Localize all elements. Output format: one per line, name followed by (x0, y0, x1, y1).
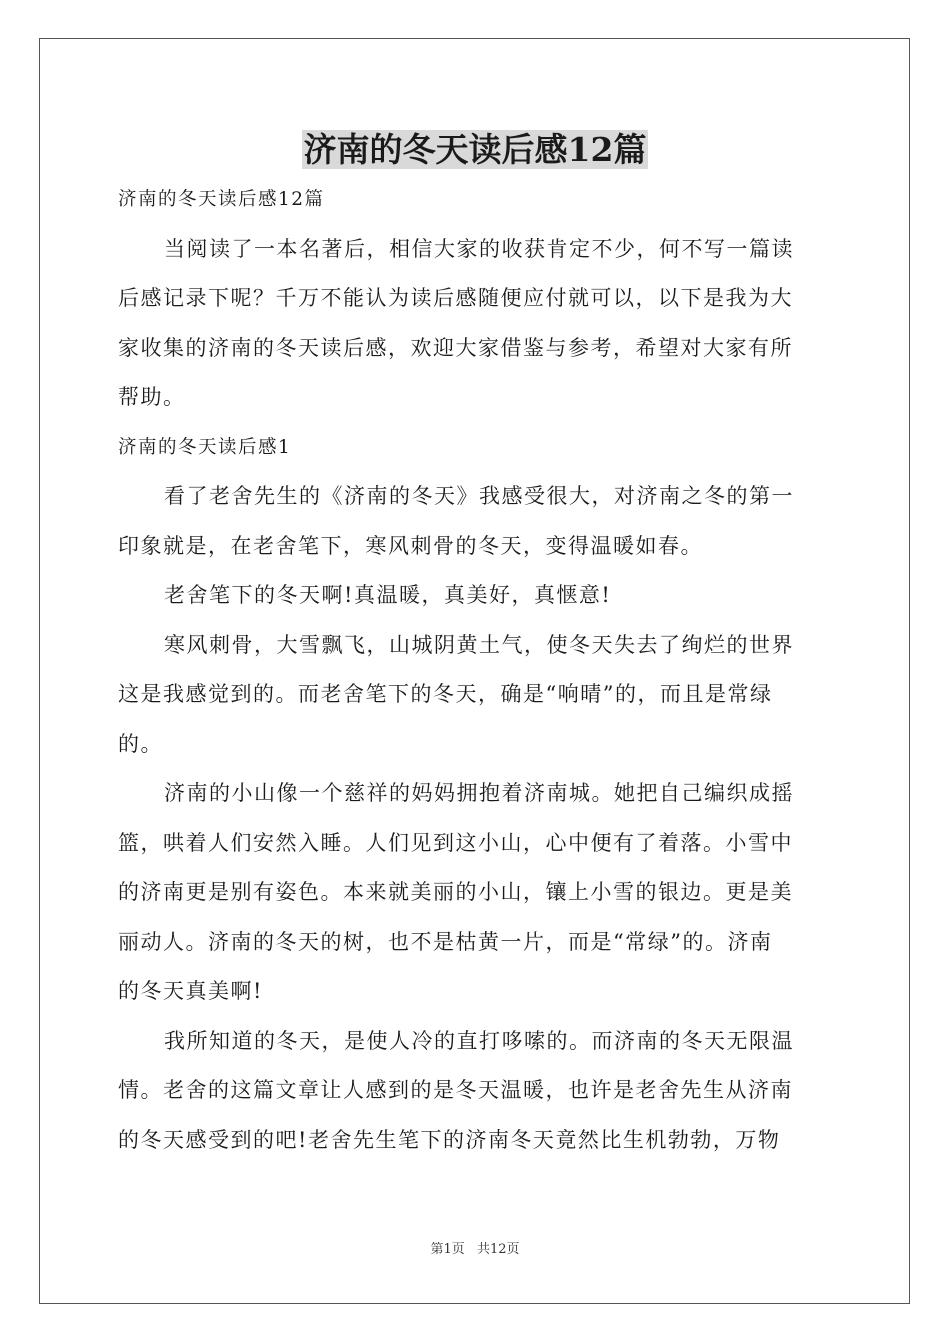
paragraph-line: 当阅读了一本名著后，相信大家的收获肯定不少，何不写一篇读 (164, 236, 794, 261)
paragraph-line: 这是我感觉到的。而老舍笔下的冬天，确是“响晴”的，而且是常绿 (118, 682, 773, 706)
paragraph-line: 寒风刺骨，大雪飘飞，山城阴黄土气，使冬天失去了绚烂的世界 (164, 632, 794, 657)
section-heading: 济南的冬天读后感1 (118, 436, 292, 458)
paragraph-line: 的冬天感受到的吧!老舍先生笔下的济南冬天竟然比生机勃勃，万物 (118, 1127, 781, 1152)
document-body (118, 175, 834, 1165)
paragraph-line: 的。 (118, 731, 163, 756)
page-total: 共12页 (476, 1242, 520, 1257)
page-number: 第1页 (430, 1242, 465, 1257)
paragraph-line: 印象就是，在老舍笔下，寒风刺骨的冬天，变得温暖如春。 (118, 533, 703, 558)
paragraph-line: 的冬天真美啊! (118, 979, 263, 1003)
paragraph-line: 济南的小山像一个慈祥的妈妈拥抱着济南城。她把自己编织成摇 (164, 781, 794, 805)
paragraph-line: 我所知道的冬天，是使人冷的直打哆嗦的。而济南的冬天无限温 (164, 1028, 794, 1053)
paragraph-line: 看了老舍先生的《济南的冬天》我感受很大，对济南之冬的第一 (164, 484, 794, 508)
document-title-text: 济南的冬天读后感12篇 (303, 130, 647, 169)
subtitle-line: 济南的冬天读后感12篇 (118, 189, 325, 210)
paragraph-line: 家收集的济南的冬天读后感，欢迎大家借鉴与参考，希望对大家有所 (118, 335, 793, 360)
document-title (0, 124, 950, 176)
paragraph-line: 篮，哄着人们安然入睡。人们见到这小山，心中便有了着落。小雪中 (118, 830, 793, 855)
paragraph-line: 老舍笔下的冬天啊!真温暖，真美好，真惬意! (164, 583, 612, 607)
paragraph-line: 的济南更是别有姿色。本来就美丽的小山，镶上小雪的银边。更是美 (118, 880, 793, 904)
paragraph-line: 情。老舍的这篇文章让人感到的是冬天温暖，也许是老舍先生从济南 (118, 1078, 793, 1102)
page-footer (0, 1240, 950, 1260)
paragraph-line: 丽动人。济南的冬天的树，也不是枯黄一片，而是“常绿”的。济南 (118, 929, 773, 954)
paragraph-line: 后感记录下呢？千万不能认为读后感随便应付就可以，以下是我为大 (118, 286, 793, 310)
paragraph-line: 帮助。 (118, 385, 186, 409)
